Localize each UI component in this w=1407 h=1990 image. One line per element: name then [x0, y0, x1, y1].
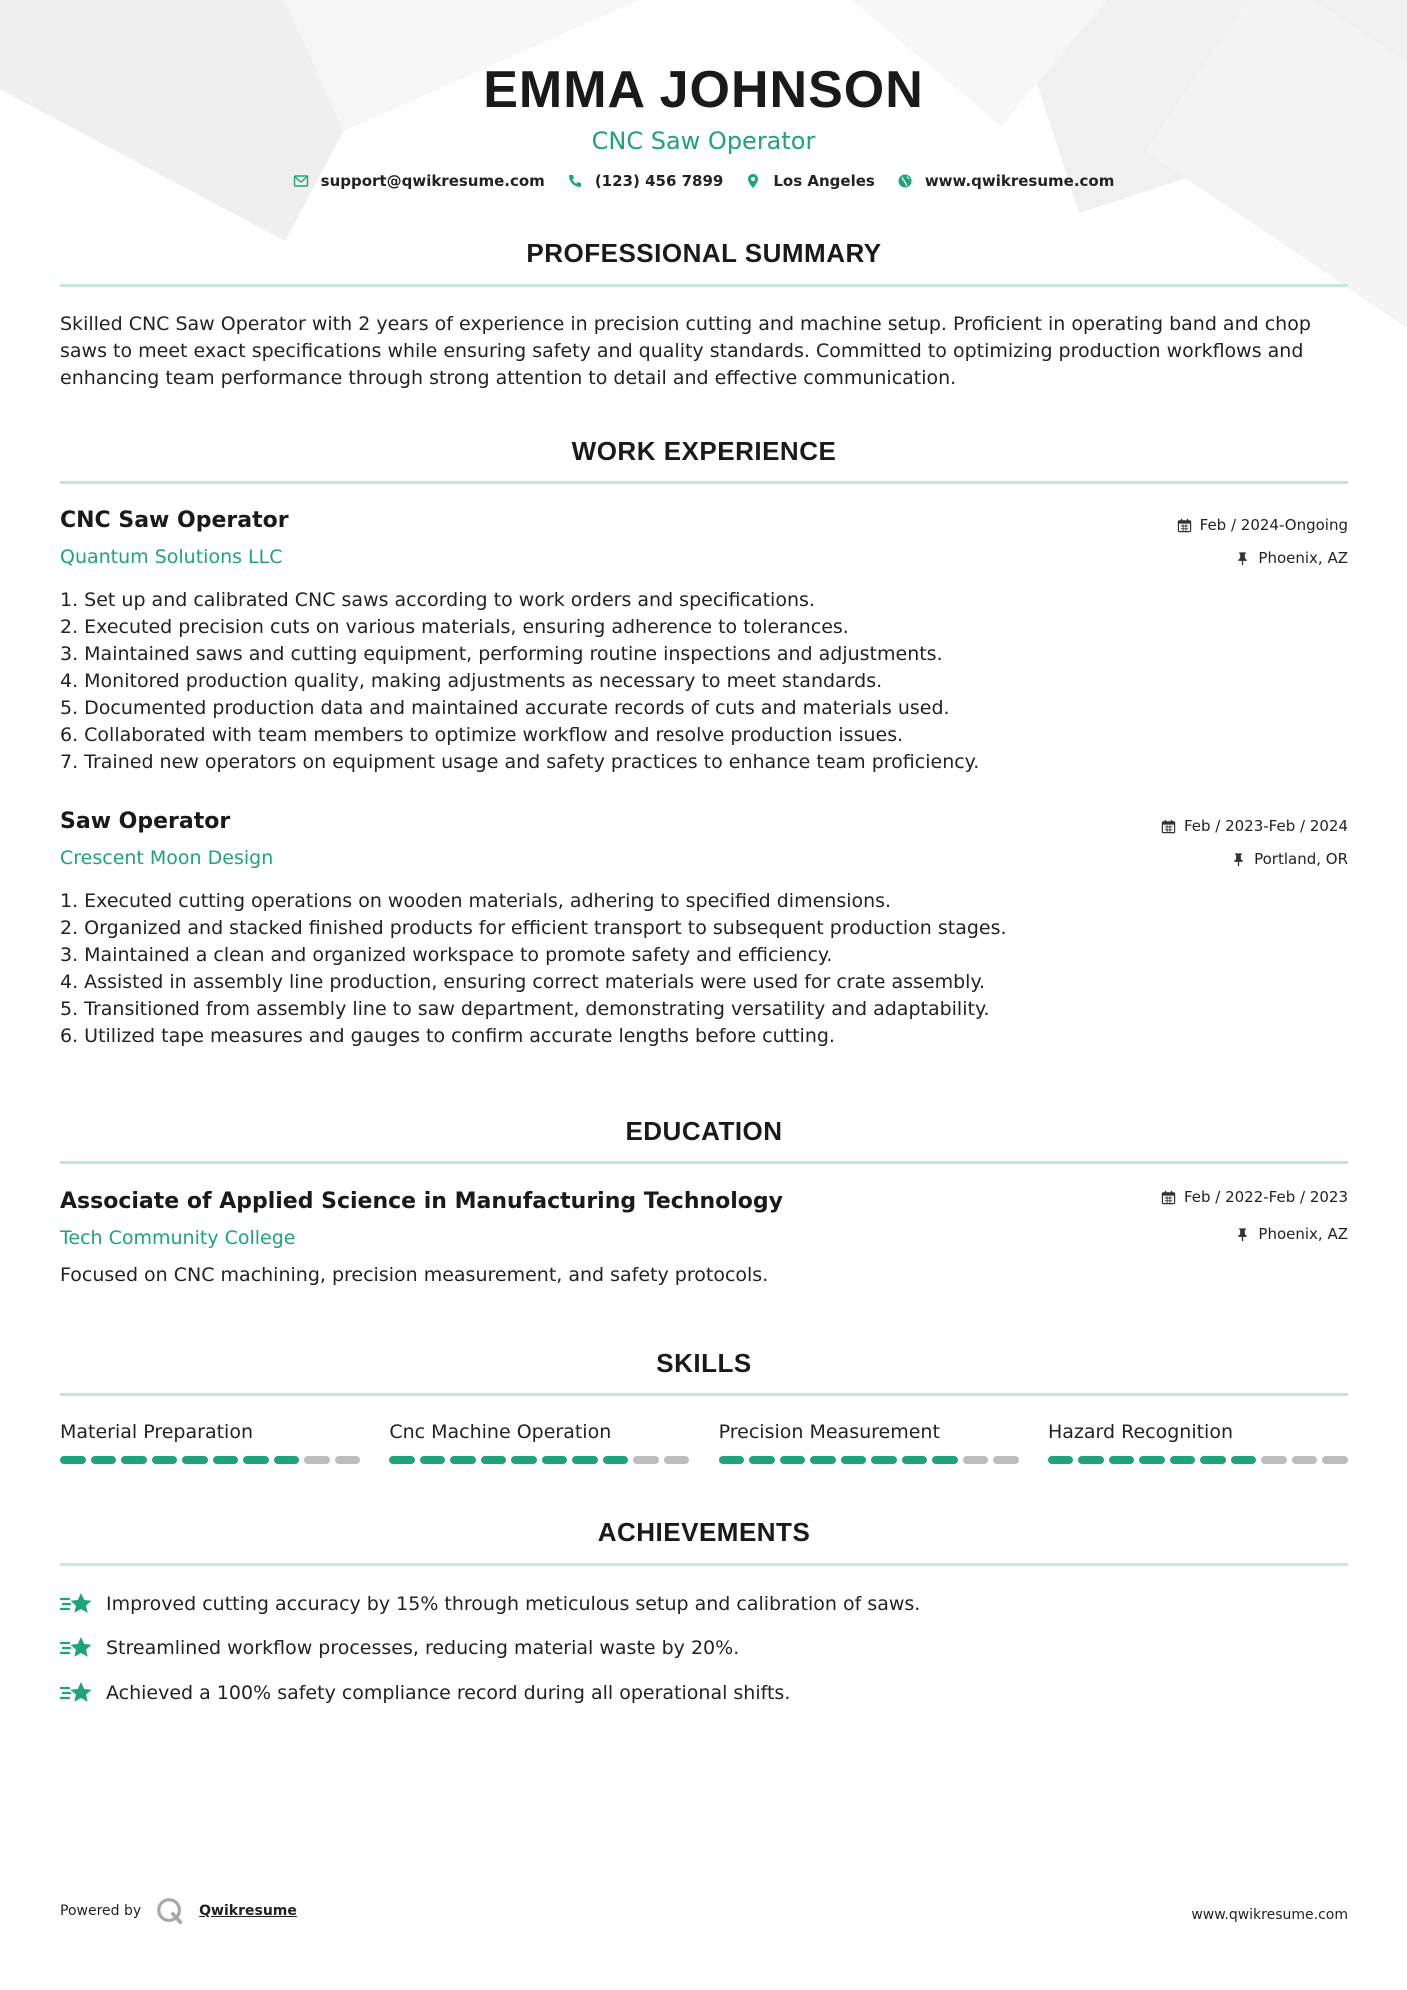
- footer-branding: [60, 1896, 297, 1926]
- pushpin-icon: [1231, 852, 1246, 867]
- skill-segment-filled: [420, 1456, 446, 1464]
- achievement-item: [60, 1634, 739, 1662]
- skill-segment-empty: [335, 1456, 361, 1464]
- job-dates: [1177, 516, 1348, 534]
- list-item: 6. Utilized tape measures and gauges to confirm accurate lengths before cutting.: [60, 1025, 835, 1047]
- skill-segment-filled: [1109, 1456, 1135, 1464]
- job-title: CNC Saw Operator: [60, 508, 289, 533]
- list-item: 4. Assisted in assembly line production, ensuring correct materials were used for crate assembly.: [60, 971, 986, 993]
- skill-segment-filled: [481, 1456, 507, 1464]
- job-location-text: Portland, OR: [1254, 850, 1348, 868]
- skill-level-bar: [719, 1456, 1019, 1464]
- education-description: Focused on CNC machining, precision measurement, and safety protocols.: [60, 1264, 769, 1286]
- skill-name: Material Preparation: [60, 1421, 253, 1443]
- skill-segment-empty: [993, 1456, 1019, 1464]
- job-title: Saw Operator: [60, 809, 231, 834]
- star-icon: [60, 1590, 94, 1618]
- contact-phone[interactable]: [567, 172, 724, 190]
- work-heading: WORK EXPERIENCE: [571, 436, 837, 466]
- skill-item: [60, 1418, 360, 1464]
- powered-by-label: Powered by: [60, 1903, 142, 1919]
- skill-segment-filled: [1231, 1456, 1257, 1464]
- job-dates-text: Feb / 2023-Feb / 2024: [1183, 817, 1348, 835]
- contact-location: [745, 172, 874, 190]
- summary-heading: PROFESSIONAL SUMMARY: [526, 238, 882, 268]
- achievement-text: Streamlined workflow processes, reducing material waste by 20%.: [106, 1637, 740, 1659]
- calendar-icon: [1177, 518, 1192, 533]
- job-location-text: Phoenix, AZ: [1258, 549, 1348, 567]
- phone-icon: [567, 173, 583, 189]
- skill-segment-filled: [780, 1456, 806, 1464]
- skill-segment-filled: [1048, 1456, 1074, 1464]
- list-item: 3. Maintained saws and cutting equipment, performing routine inspections and adjustments.: [60, 643, 943, 665]
- skill-segment-filled: [603, 1456, 629, 1464]
- list-item: 1. Executed cutting operations on wooden materials, adhering to specified dimensions.: [60, 890, 892, 912]
- list-item: 3. Maintained a clean and organized workspace to promote safety and efficiency.: [60, 944, 833, 966]
- job-dates-text: Feb / 2024-Ongoing: [1199, 516, 1348, 534]
- map-pin-icon: [745, 173, 761, 189]
- section-divider: [60, 1563, 1348, 1566]
- skill-segment-empty: [304, 1456, 330, 1464]
- candidate-role: CNC Saw Operator: [591, 127, 816, 155]
- section-divider: [60, 284, 1348, 287]
- resume-header: [0, 55, 1407, 157]
- section-divider: [60, 1393, 1348, 1396]
- education-location: [1235, 1225, 1348, 1243]
- skill-segment-filled: [932, 1456, 958, 1464]
- skill-segment-filled: [182, 1456, 208, 1464]
- list-item: 7. Trained new operators on equipment usage and safety practices to enhance team proficiency.: [60, 751, 980, 773]
- footer-website[interactable]: www.qwikresume.com: [1191, 1907, 1348, 1923]
- list-item: 2. Executed precision cuts on various materials, ensuring adherence to tolerances.: [60, 616, 849, 638]
- skill-item: [389, 1418, 689, 1464]
- education-location-text: Phoenix, AZ: [1258, 1225, 1348, 1243]
- skills-list: [60, 1418, 1348, 1464]
- job-location: [1235, 549, 1348, 567]
- section-divider: [60, 1161, 1348, 1164]
- skills-heading: SKILLS: [656, 1348, 752, 1378]
- job-location: [1231, 850, 1348, 868]
- job-company: Crescent Moon Design: [60, 847, 274, 869]
- skill-segment-filled: [719, 1456, 745, 1464]
- education-dates-text: Feb / 2022-Feb / 2023: [1183, 1188, 1348, 1206]
- calendar-icon: [1161, 819, 1176, 834]
- section-divider: [60, 481, 1348, 484]
- list-item: 6. Collaborated with team members to optimize workflow and resolve production issues.: [60, 724, 904, 746]
- skill-segment-empty: [1261, 1456, 1287, 1464]
- achievement-text: Achieved a 100% safety compliance record during all operational shifts.: [106, 1682, 791, 1704]
- candidate-name: EMMA JOHNSON: [483, 61, 924, 119]
- skill-segment-filled: [542, 1456, 568, 1464]
- skill-segment-filled: [243, 1456, 269, 1464]
- skill-segment-empty: [1322, 1456, 1348, 1464]
- contact-email-text: support@qwikresume.com: [320, 172, 545, 190]
- globe-icon: [897, 173, 913, 189]
- skill-segment-filled: [450, 1456, 476, 1464]
- contact-phone-text: (123) 456 7899: [594, 172, 724, 190]
- contact-website[interactable]: [897, 172, 1115, 190]
- skill-segment-filled: [274, 1456, 300, 1464]
- achievement-item: [60, 1590, 920, 1618]
- pushpin-icon: [1235, 1227, 1250, 1242]
- skill-name: Cnc Machine Operation: [389, 1421, 612, 1443]
- skill-segment-filled: [213, 1456, 239, 1464]
- skill-segment-filled: [91, 1456, 117, 1464]
- envelope-icon: [293, 173, 309, 189]
- job-bullets: [60, 587, 1350, 776]
- skill-segment-empty: [963, 1456, 989, 1464]
- skill-segment-empty: [633, 1456, 659, 1464]
- skill-segment-filled: [511, 1456, 537, 1464]
- contact-bar: [0, 172, 1407, 190]
- skill-level-bar: [60, 1456, 360, 1464]
- skill-segment-filled: [572, 1456, 598, 1464]
- job-bullets: [60, 888, 1350, 1050]
- skill-segment-filled: [902, 1456, 928, 1464]
- skill-segment-filled: [60, 1456, 86, 1464]
- contact-website-text: www.qwikresume.com: [924, 172, 1115, 190]
- job-company: Quantum Solutions LLC: [60, 546, 283, 568]
- skill-name: Precision Measurement: [718, 1421, 940, 1443]
- skill-item: [1048, 1418, 1348, 1464]
- list-item: 2. Organized and stacked finished products for efficient transport to subsequent production stages.: [60, 917, 1007, 939]
- skill-level-bar: [389, 1456, 689, 1464]
- school-name: Tech Community College: [60, 1227, 296, 1249]
- skill-segment-filled: [1078, 1456, 1104, 1464]
- skill-segment-filled: [1139, 1456, 1165, 1464]
- skill-segment-filled: [749, 1456, 775, 1464]
- list-item: 5. Transitioned from assembly line to saw department, demonstrating versatility and adaptability.: [60, 998, 990, 1020]
- skill-segment-filled: [841, 1456, 867, 1464]
- skill-segment-filled: [389, 1456, 415, 1464]
- qwikresume-logo-icon: [155, 1896, 185, 1926]
- achievement-item: [60, 1679, 790, 1707]
- summary-text: Skilled CNC Saw Operator with 2 years of experience in precision cutting and machine setup. Proficient in operating band and chop saws to meet exact specifications while ensuring safety and quality standards. Committed to optimizing production workflows and enhancing team performance through strong attention to detail and effective communication.: [60, 313, 1311, 389]
- calendar-icon: [1161, 1190, 1176, 1205]
- skill-segment-empty: [664, 1456, 690, 1464]
- pushpin-icon: [1235, 551, 1250, 566]
- skill-segment-filled: [1200, 1456, 1226, 1464]
- list-item: 4. Monitored production quality, making adjustments as necessary to meet standards.: [60, 670, 883, 692]
- skill-segment-filled: [1170, 1456, 1196, 1464]
- qwikresume-link[interactable]: Qwikresume: [199, 1903, 297, 1919]
- contact-location-text: Los Angeles: [773, 172, 875, 190]
- list-item: 5. Documented production data and maintained accurate records of cuts and materials used.: [60, 697, 950, 719]
- contact-email[interactable]: [293, 172, 545, 190]
- skill-segment-empty: [1292, 1456, 1318, 1464]
- skill-segment-filled: [121, 1456, 147, 1464]
- degree-title: Associate of Applied Science in Manufacturing Technology: [60, 1189, 784, 1214]
- skill-item: [719, 1418, 1019, 1464]
- skill-level-bar: [1048, 1456, 1348, 1464]
- achievement-text: Improved cutting accuracy by 15% through meticulous setup and calibration of saws.: [106, 1593, 921, 1615]
- achievements-heading: ACHIEVEMENTS: [597, 1517, 811, 1547]
- education-heading: EDUCATION: [625, 1116, 783, 1146]
- list-item: 1. Set up and calibrated CNC saws according to work orders and specifications.: [60, 589, 815, 611]
- star-icon: [60, 1634, 94, 1662]
- skill-segment-filled: [810, 1456, 836, 1464]
- skill-segment-filled: [871, 1456, 897, 1464]
- education-dates: [1161, 1188, 1348, 1206]
- skill-name: Hazard Recognition: [1047, 1421, 1233, 1443]
- skill-segment-filled: [152, 1456, 178, 1464]
- job-dates: [1161, 817, 1348, 835]
- star-icon: [60, 1679, 94, 1707]
